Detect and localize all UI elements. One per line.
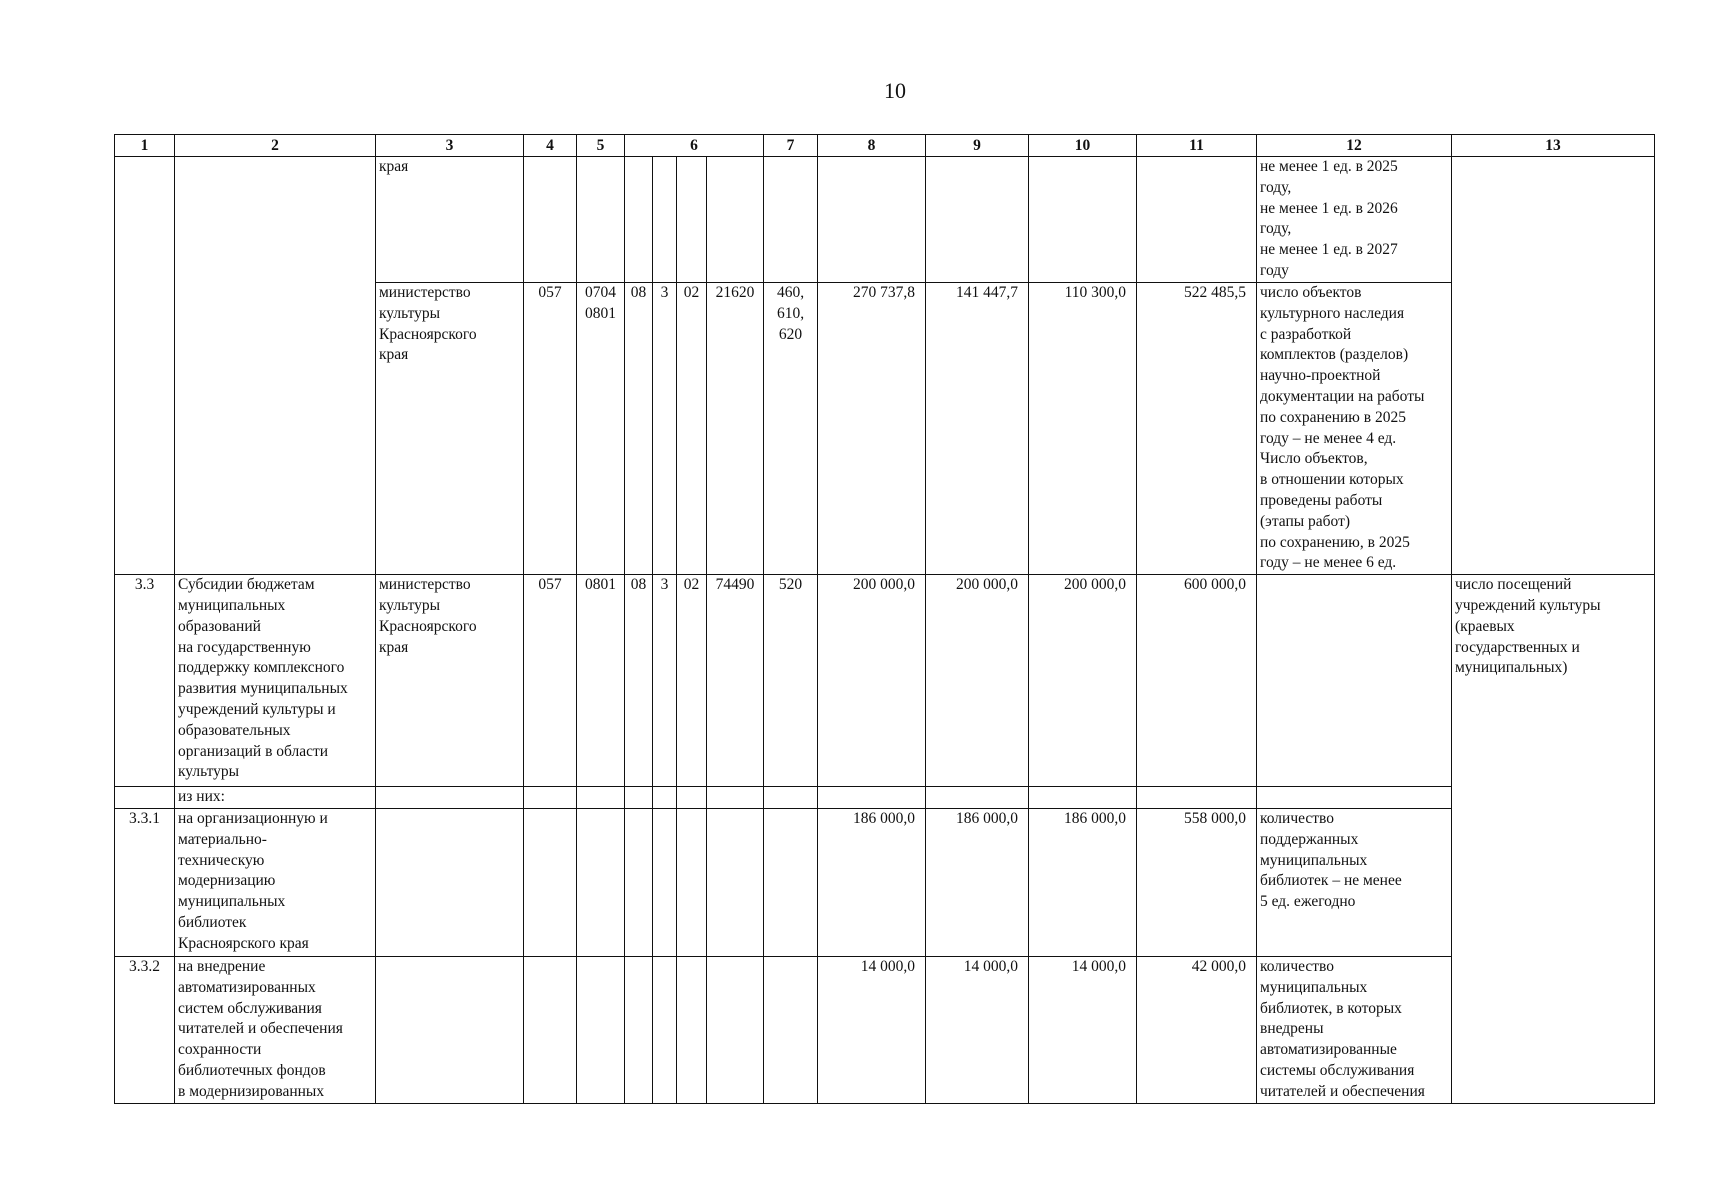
- header-cell-11: 11: [1137, 135, 1257, 157]
- cell-executor: края: [376, 157, 524, 283]
- table-row-3-3: [115, 575, 1655, 787]
- cell-empty: [677, 808, 707, 956]
- cell-name: на внедрение автоматизированных систем обслуживания читателей и обеспечения сохранности библиотечных фондов в модернизированных: [175, 956, 376, 1103]
- cell-empty: [1257, 787, 1452, 809]
- cell-year-2025: 200 000,0: [818, 575, 926, 787]
- cell-csr-4: 74490: [707, 575, 764, 787]
- cell-empty: [115, 157, 175, 575]
- header-cell-10: 10: [1029, 135, 1137, 157]
- cell-empty: [376, 787, 524, 809]
- cell-empty: [115, 787, 175, 809]
- cell-empty: [577, 787, 625, 809]
- cell-name: Субсидии бюджетам муниципальных образований на государственную поддержку комплексного развития муниципальных учреждений культуры и образовательных организаций в области культуры: [175, 575, 376, 787]
- header-cell-2: 2: [175, 135, 376, 157]
- cell-number: 3.3.2: [115, 956, 175, 1103]
- cell-empty: [818, 787, 926, 809]
- header-row: [115, 135, 1655, 157]
- cell-empty: [524, 808, 577, 956]
- cell-empty: [524, 157, 577, 283]
- table-row-3-3-1: [115, 808, 1655, 956]
- cell-empty: [707, 808, 764, 956]
- cell-year-2027: 14 000,0: [1029, 956, 1137, 1103]
- header-cell-5: 5: [577, 135, 625, 157]
- header-cell-6: 6: [625, 135, 764, 157]
- cell-year-2025: 270 737,8: [818, 283, 926, 575]
- cell-year-2025: 186 000,0: [818, 808, 926, 956]
- cell-empty: [707, 956, 764, 1103]
- cell-indicator: не менее 1 ед. в 2025 году, не менее 1 ед. в 2026 году, не менее 1 ед. в 2027 году: [1257, 157, 1452, 283]
- cell-empty: [524, 956, 577, 1103]
- cell-indicator: количество муниципальных библиотек, в которых внедрены автоматизированные системы обслуживания читателей и обеспечения: [1257, 956, 1452, 1103]
- cell-empty: [653, 787, 677, 809]
- cell-empty: [653, 956, 677, 1103]
- cell-empty: [376, 808, 524, 956]
- header-cell-12: 12: [1257, 135, 1452, 157]
- cell-empty: [926, 157, 1029, 283]
- table-row-continuation: [115, 157, 1655, 283]
- cell-number: 3.3.1: [115, 808, 175, 956]
- cell-empty: [653, 808, 677, 956]
- cell-empty: [677, 157, 707, 283]
- cell-empty: [376, 956, 524, 1103]
- header-cell-3: 3: [376, 135, 524, 157]
- cell-vr: 460, 610, 620: [764, 283, 818, 575]
- cell-csr-1: 08: [625, 575, 653, 787]
- cell-empty: [1257, 575, 1452, 787]
- cell-empty: [625, 787, 653, 809]
- cell-year-2026: 14 000,0: [926, 956, 1029, 1103]
- cell-empty: [1029, 157, 1137, 283]
- cell-empty: [818, 157, 926, 283]
- cell-section: 0801: [577, 575, 625, 787]
- cell-empty: [764, 956, 818, 1103]
- cell-empty: [625, 808, 653, 956]
- cell-empty: [1137, 157, 1257, 283]
- program-table: [114, 134, 1655, 1104]
- cell-empty: [653, 157, 677, 283]
- cell-csr-1: 08: [625, 283, 653, 575]
- cell-total: 42 000,0: [1137, 956, 1257, 1103]
- table-row-3-3-2: [115, 956, 1655, 1103]
- cell-csr-2: 3: [653, 283, 677, 575]
- cell-csr-3: 02: [677, 283, 707, 575]
- cell-empty: [625, 157, 653, 283]
- cell-number: 3.3: [115, 575, 175, 787]
- cell-empty: [707, 787, 764, 809]
- cell-csr-4: 21620: [707, 283, 764, 575]
- cell-empty: [1029, 787, 1137, 809]
- cell-empty: [926, 787, 1029, 809]
- cell-grbs: 057: [524, 575, 577, 787]
- cell-csr-3: 02: [677, 575, 707, 787]
- header-cell-9: 9: [926, 135, 1029, 157]
- cell-year-2026: 186 000,0: [926, 808, 1029, 956]
- cell-empty: [677, 787, 707, 809]
- cell-name: из них:: [175, 787, 376, 809]
- cell-empty: [524, 787, 577, 809]
- cell-executor: министерство культуры Красноярского края: [376, 575, 524, 787]
- header-cell-7: 7: [764, 135, 818, 157]
- cell-result: число посещений учреждений культуры (краевых государственных и муниципальных): [1452, 575, 1655, 1103]
- page-number: 10: [884, 78, 906, 103]
- cell-executor: министерство культуры Красноярского края: [376, 283, 524, 575]
- cell-year-2026: 200 000,0: [926, 575, 1029, 787]
- cell-empty: [1452, 157, 1655, 575]
- cell-empty: [1137, 787, 1257, 809]
- cell-indicator: число объектов культурного наследия с разработкой комплектов (разделов) научно-проектной документации на работы по сохранению в 2025 году – не менее 4 ед. Число объектов, в отношении которых проведены работы (этапы работ) по сохранению, в 2025 году – не менее 6 ед.: [1257, 283, 1452, 575]
- cell-empty: [677, 956, 707, 1103]
- cell-name: на организационную и материально- техническую модернизацию муниципальных библиотек Красноярского края: [175, 808, 376, 956]
- cell-empty: [175, 157, 376, 575]
- header-cell-1: 1: [115, 135, 175, 157]
- cell-year-2027: 186 000,0: [1029, 808, 1137, 956]
- cell-year-2027: 110 300,0: [1029, 283, 1137, 575]
- cell-empty: [577, 157, 625, 283]
- cell-year-2027: 200 000,0: [1029, 575, 1137, 787]
- cell-total: 600 000,0: [1137, 575, 1257, 787]
- header-cell-4: 4: [524, 135, 577, 157]
- header-cell-13: 13: [1452, 135, 1655, 157]
- cell-empty: [577, 956, 625, 1103]
- cell-empty: [625, 956, 653, 1103]
- cell-vr: 520: [764, 575, 818, 787]
- cell-empty: [577, 808, 625, 956]
- cell-empty: [707, 157, 764, 283]
- cell-indicator: количество поддержанных муниципальных библиотек – не менее 5 ед. ежегодно: [1257, 808, 1452, 956]
- cell-empty: [764, 157, 818, 283]
- cell-year-2026: 141 447,7: [926, 283, 1029, 575]
- header-cell-8: 8: [818, 135, 926, 157]
- cell-empty: [764, 808, 818, 956]
- cell-total: 558 000,0: [1137, 808, 1257, 956]
- cell-year-2025: 14 000,0: [818, 956, 926, 1103]
- table-row-of-them: [115, 787, 1655, 809]
- cell-total: 522 485,5: [1137, 283, 1257, 575]
- cell-section: 0704 0801: [577, 283, 625, 575]
- cell-csr-2: 3: [653, 575, 677, 787]
- cell-grbs: 057: [524, 283, 577, 575]
- cell-empty: [764, 787, 818, 809]
